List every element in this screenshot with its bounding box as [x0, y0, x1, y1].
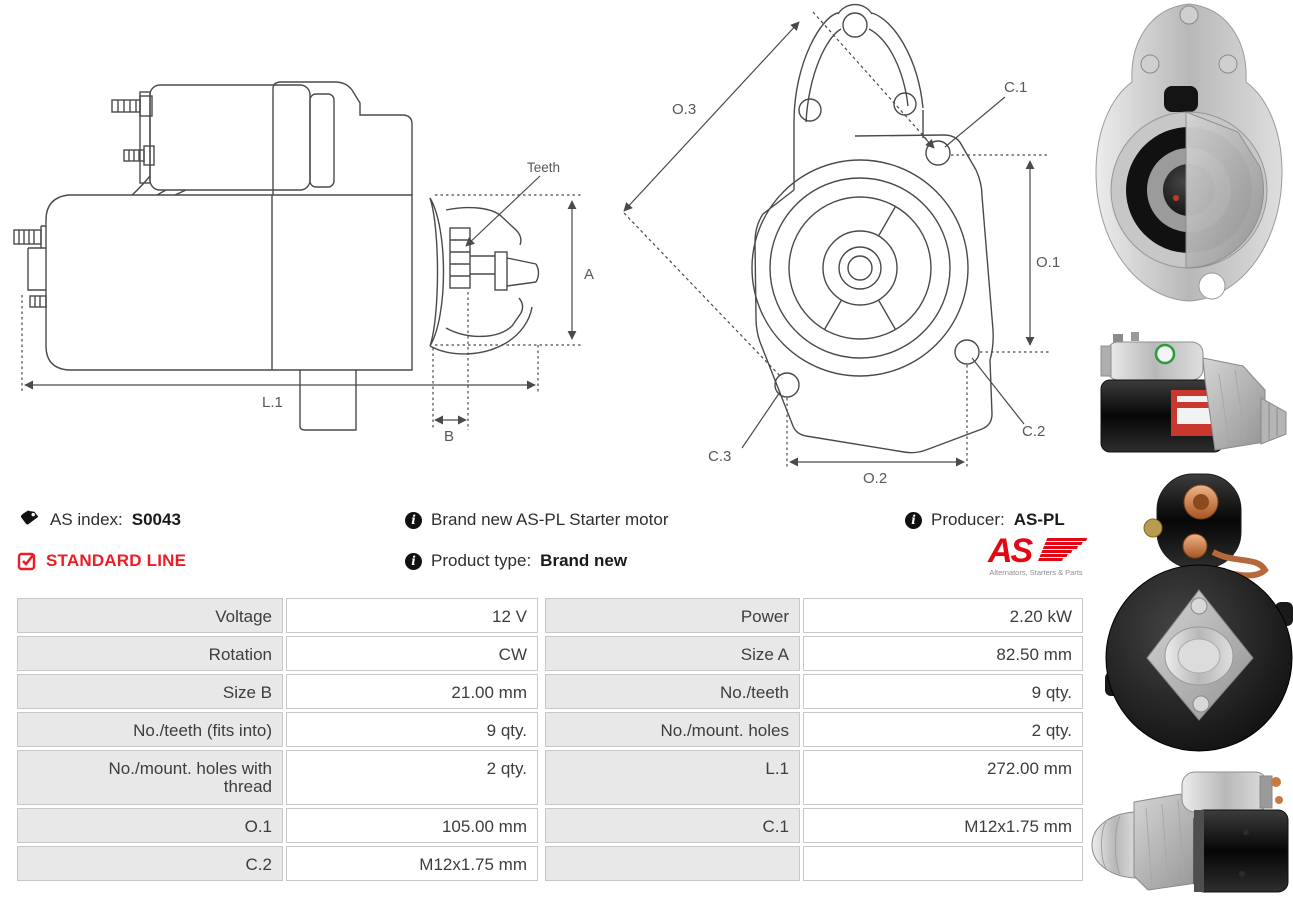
spec-table-left	[17, 598, 538, 881]
product-photo-side-view[interactable]	[1093, 330, 1293, 464]
logo-text: AS	[988, 532, 1032, 570]
info-icon: i	[405, 553, 422, 570]
dim-label-o3: O.3	[672, 101, 697, 118]
spec-value: 21.00 mm	[286, 674, 538, 709]
dim-label-o1: O.1	[1036, 254, 1061, 271]
spec-value: CW	[286, 636, 538, 671]
spec-label: O.1	[17, 808, 283, 843]
spec-value: 12 V	[286, 598, 538, 633]
side-view-diagram	[0, 58, 600, 460]
product-description: Brand new AS-PL Starter motor	[431, 510, 669, 529]
spec-label: Size A	[545, 636, 800, 671]
dim-label-c3: C.3	[708, 448, 732, 465]
product-type-label: Product type:	[431, 551, 532, 570]
spec-value: 82.50 mm	[803, 636, 1083, 671]
spec-label: Voltage	[17, 598, 283, 633]
dim-label-c2: C.2	[1022, 423, 1046, 440]
product-type-value: Brand new	[540, 551, 628, 570]
front-view-diagram	[610, 0, 1090, 492]
spec-label: No./mount. holes	[545, 712, 800, 747]
spec-value: 105.00 mm	[286, 808, 538, 843]
spec-value: 2 qty.	[286, 750, 538, 805]
spec-value: 272.00 mm	[803, 750, 1083, 805]
tag-icon	[17, 510, 41, 530]
spec-label	[545, 846, 800, 881]
producer-row	[905, 509, 1065, 531]
spec-label: No./teeth	[545, 674, 800, 709]
spec-table-right	[545, 598, 1083, 881]
dim-label-b: B	[444, 428, 455, 445]
dim-label-a: A	[584, 266, 595, 283]
info-icon: i	[405, 512, 422, 529]
dim-label-teeth: Teeth	[527, 160, 561, 175]
spec-label: Power	[545, 598, 800, 633]
info-icon: i	[905, 512, 922, 529]
spec-value: 2 qty.	[803, 712, 1083, 747]
description-row	[405, 509, 668, 531]
spec-label: C.2	[17, 846, 283, 881]
spec-value	[803, 846, 1083, 881]
checkbox-checked-icon	[17, 551, 37, 571]
standard-line-row	[17, 550, 186, 572]
as-pl-logo[interactable]	[980, 532, 1092, 586]
producer-label: Producer:	[931, 510, 1005, 529]
logo-stripes	[1037, 538, 1088, 564]
spec-label: Rotation	[17, 636, 283, 671]
spec-value: 2.20 kW	[803, 598, 1083, 633]
product-photo-angle-view[interactable]	[1086, 766, 1293, 898]
spec-label: No./teeth (fits into)	[17, 712, 283, 747]
spec-value: M12x1.75 mm	[803, 808, 1083, 843]
as-index-row	[17, 509, 181, 531]
spec-label: C.1	[545, 808, 800, 843]
logo-tagline: Alternators, Starters & Parts	[989, 568, 1083, 577]
product-photo-front-view[interactable]	[1088, 2, 1290, 330]
product-photo-rear-view[interactable]	[1105, 466, 1293, 764]
product-type-row	[405, 550, 627, 572]
standard-line-badge: STANDARD LINE	[46, 551, 187, 570]
dim-label-c1: C.1	[1004, 79, 1028, 96]
spec-label: Size B	[17, 674, 283, 709]
spec-label: No./mount. holes with thread	[17, 750, 283, 805]
spec-value: 9 qty.	[803, 674, 1083, 709]
as-index-value: S0043	[131, 510, 181, 529]
dim-label-l1: L.1	[262, 394, 283, 411]
spec-value: 9 qty.	[286, 712, 538, 747]
spec-label: L.1	[545, 750, 800, 805]
spec-value: M12x1.75 mm	[286, 846, 538, 881]
producer-value: AS-PL	[1013, 510, 1065, 529]
dim-label-o2: O.2	[863, 470, 888, 487]
as-index-label: AS index:	[50, 510, 123, 529]
